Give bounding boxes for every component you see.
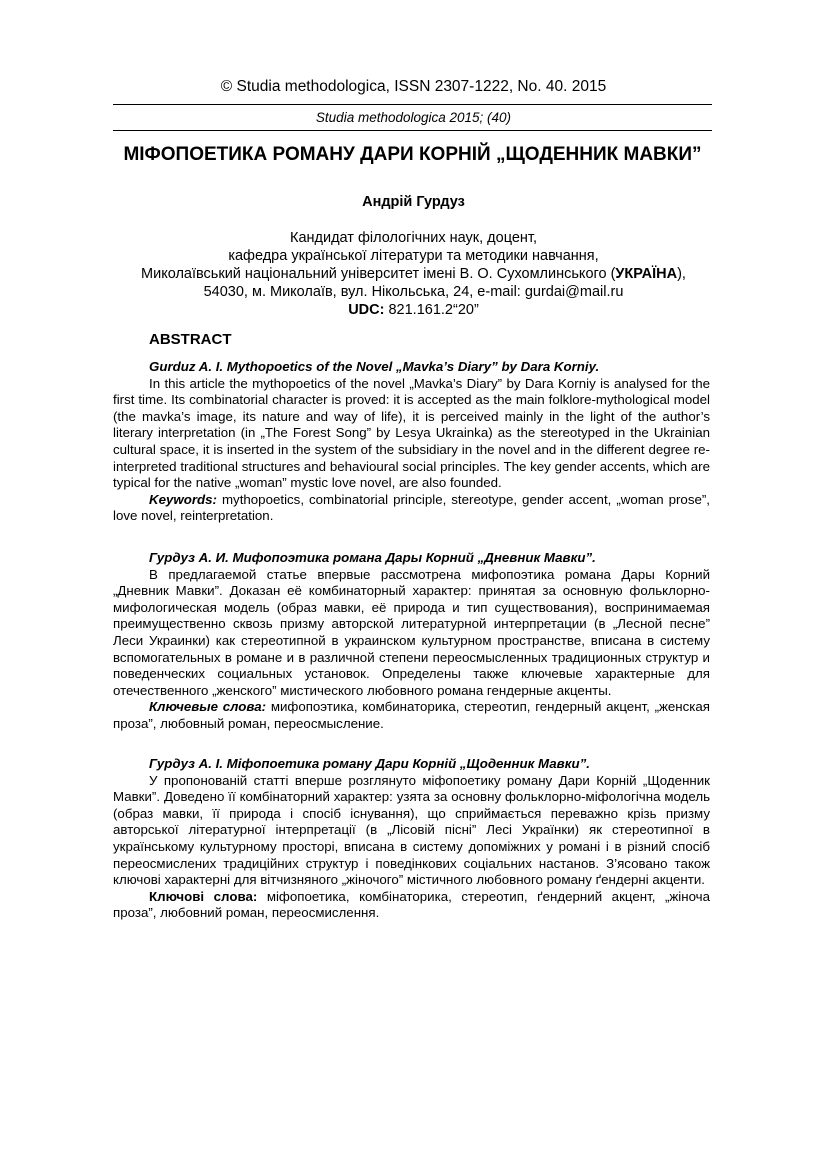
author-affiliation [100, 229, 727, 319]
udc-value: 821.161.2“20” [384, 302, 479, 318]
abstract-ukrainian-body: У пропонованій статті вперше розглянуто міфопоетику роману Дари Корній „Щоденник Мавки”. Доведено її комбінаторний характер: узята за основну фольклорно-міфологічна модель (образ мавки, її природа і спосіб існування), що сприймається переважно крізь призму авторської літературної інтерпретації (в „Лісовій пісні” Лесі Українки) як стереотипної в українському культурному просторі, вписана в систему допоміжних у романі і в різний спосіб переосмислених традиційних структур і поведінкових соціальних настанов. З’ясовано також ключові характерні для вітчизняного „жіночого” містичного любовного роману ґендерні акценти. [113, 772, 710, 888]
journal-citation: Studia methodologica 2015; (40) [315, 110, 512, 125]
abstract-russian [113, 550, 710, 733]
article-title: МІФОПОЕТИКА РОМАНУ ДАРИ КОРНІЙ „ЩОДЕННИК МАВКИ” [123, 144, 702, 165]
abstract-russian-head: Гурдуз А. И. Мифопоэтика романа Дары Корний „Дневник Мавки”. [149, 550, 596, 565]
keywords-russian-text: мифопоэтика, комбинаторика, стереотип, гендерный акцент, „женская проза”, любовный роман, переосмысление. [113, 699, 710, 731]
keywords-russian [113, 699, 710, 732]
abstract-ukrainian [113, 756, 710, 922]
abstract-heading: ABSTRACT [149, 331, 232, 348]
keywords-ukrainian-text: міфопоетика, комбінаторика, стереотип, ґендерний акцент, „жіноча проза”, любовний роман, переосмислення. [113, 888, 710, 921]
abstract-english [113, 359, 710, 525]
keywords-english [113, 492, 710, 525]
keywords-ukrainian-label: Ключові слова: [149, 888, 258, 904]
article-author: Андрій Гурдуз [362, 194, 465, 210]
affiliation-country: УКРАЇНА [615, 266, 678, 282]
keywords-ukrainian [113, 889, 710, 922]
keywords-russian-label: Ключевые слова: [149, 699, 267, 715]
keywords-english-text: mythopoetics, combinatorial principle, stereotype, gender accent, „woman prose”, love novel, reinterpretation. [113, 491, 710, 524]
udc-label: UDC: [348, 302, 385, 318]
affiliation-department: кафедра української літератури та методики навчання, [228, 248, 599, 264]
affiliation-address: 54030, м. Миколаїв, вул. Нікольська, 24, e-mail: gurdai@mail.ru [203, 284, 624, 300]
header-rule-top [113, 104, 712, 105]
abstract-ukrainian-head: Гурдуз А. І. Міфопоетика роману Дари Корній „Щоденник Мавки”. [149, 756, 590, 771]
keywords-english-label: Keywords: [149, 491, 217, 507]
copyright-line: © Studia methodologica, ISSN 2307-1222, No. 40. 2015 [220, 78, 607, 95]
abstract-english-body: In this article the mythopoetics of the novel „Mavka’s Diary” by Dara Korniy is analysed for the first time. Its combinatorial character is proved: it is accepted as the main folklore-mythological model (the mavka’s image, its nature and way of life), it is perceived mainly in the light of the author’s literary interpretation (in „The Forest Song” by Lesya Ukrainka) as the stereotyped in the Ukrainian cultural space, it is inserted in the system of the subsidiary in the novel and in the different degree re-interpreted traditional structures and behavioural social principles. The key gender accents, which are typical for the native „woman” mystic love novel, are also founded. [113, 375, 710, 491]
abstract-russian-body: В предлагаемой статье впервые рассмотрена мифопоэтика романа Дары Корний „Дневник Мавки”. Доказан её комбинаторный характер: принятая за основную фольклорно-мифологическая модель (образ мавки, её природа и тип существования), воспринимаемая преимущественно сквозь призму авторской литературной интерпретации (в „Лесной песне” Леси Украинки) как стереотипной в украинском культурном пространстве, вписана в систему вспомогательных в романе и в различной степени переосмысленных традиционных структур и поведенческих социальных установок. Определены также ключевые характерные для отечественного „женского” мистического любовного романа гендерные акценты. [113, 566, 710, 698]
abstract-english-head: Gurduz A. I. Mythopoetics of the Novel „Mavka’s Diary” by Dara Korniy. [149, 359, 600, 374]
udc-line [100, 301, 727, 319]
affiliation-university: Миколаївський національний університет імені В. О. Сухомлинського (УКРАЇНА), [141, 266, 686, 282]
header-rule-bottom [113, 130, 712, 131]
affiliation-degree: Кандидат філологічних наук, доцент, [290, 230, 537, 246]
